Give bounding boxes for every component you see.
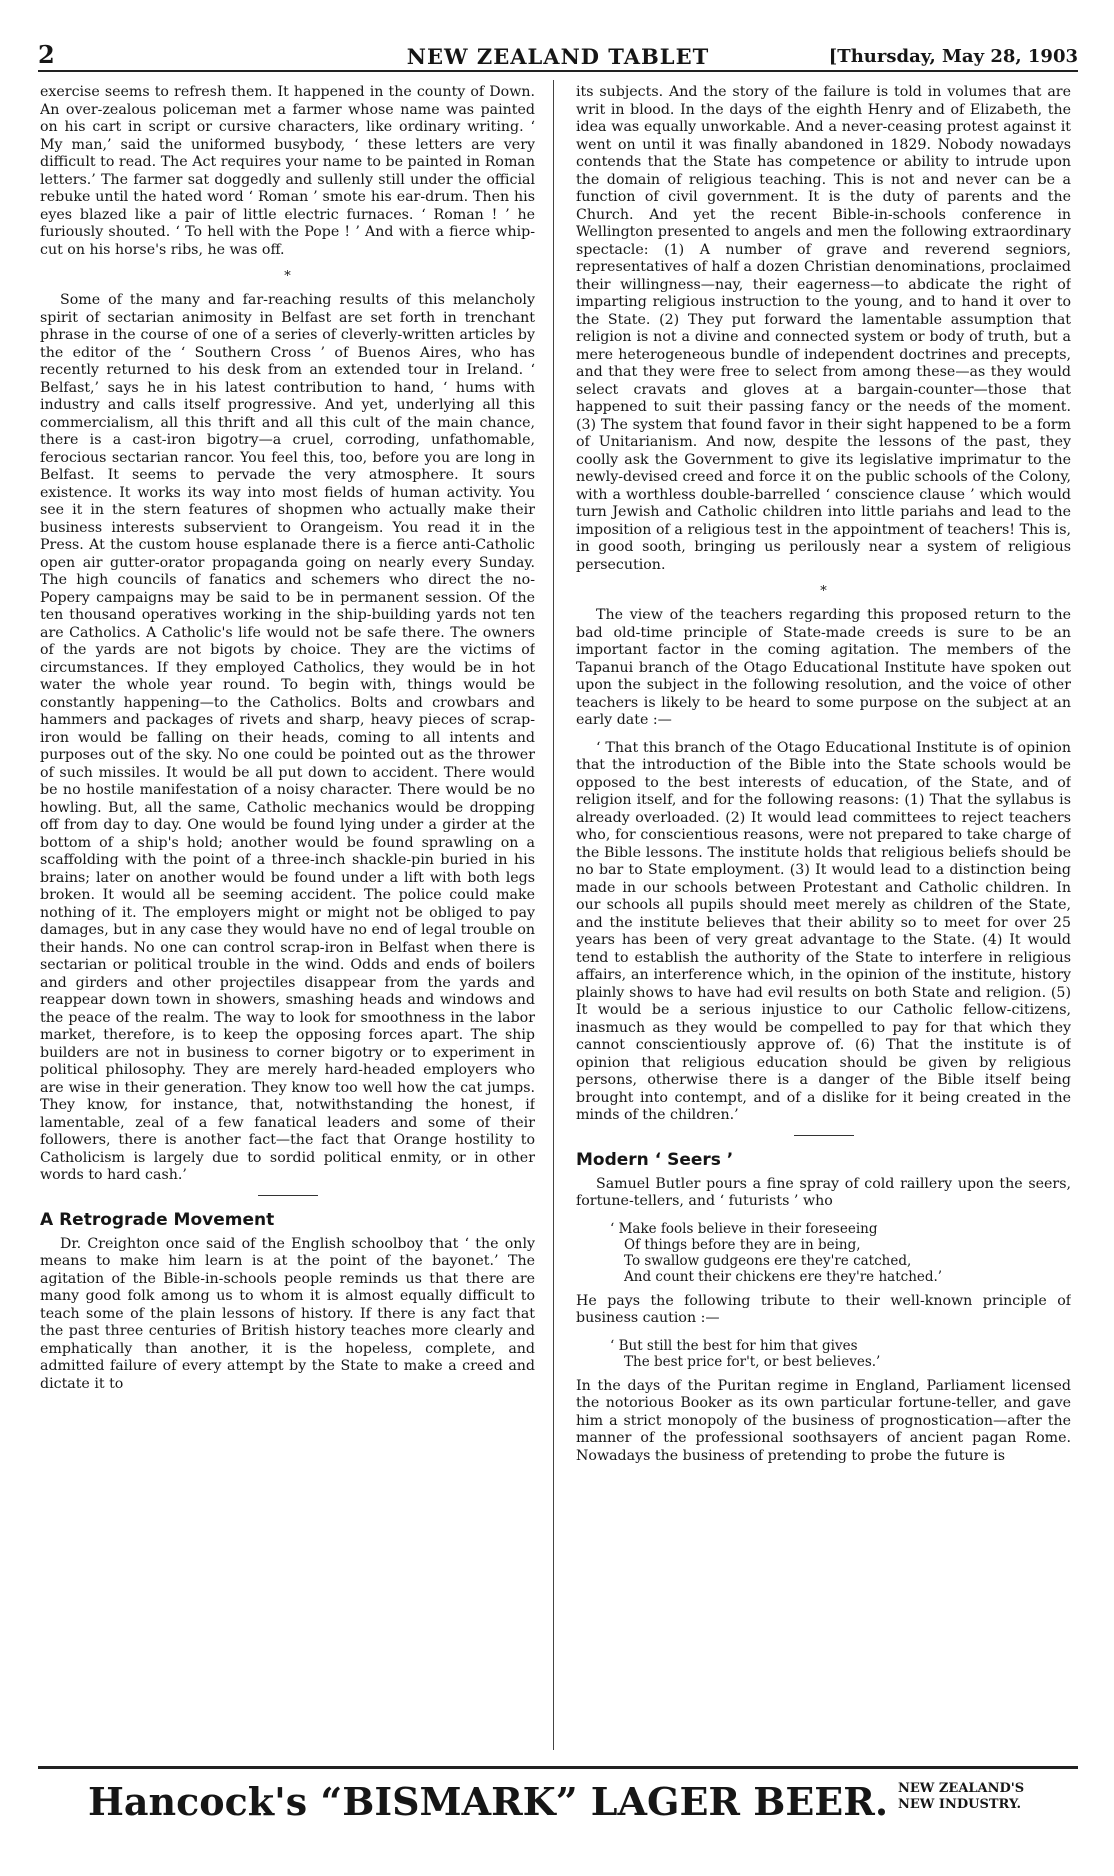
verse-quote <box>610 1221 1071 1285</box>
issue-date: [Thursday, May 28, 1903 <box>828 46 1078 67</box>
verse-line: To swallow gudgeons ere they're catched, <box>624 1252 912 1269</box>
verse-line: Of things before they are in being, <box>624 1236 861 1253</box>
advert-tagline-line: NEW ZEALAND'S <box>898 1781 1025 1796</box>
section-rule <box>794 1135 854 1136</box>
right-column <box>576 84 1071 1748</box>
paragraph: its subjects. And the story of the failure is told in volumes that are writ in blood. In the days of the eighth Henry and of Elizabeth, the idea was equally unworkable. And a never-ceasing protest against it went on until it was finally abandoned in 1829. Nobody nowadays contends that the State has competence or ability to intrude upon the domain of religious teaching. This is not and never can be a function of civil government. It is the duty of parents and the Church. And yet the recent Bible-in-schools conference in Wellington presented to angels and men the following extraordinary spectacle: (1) A number of grave and reverend segniors, representatives of half a dozen Christian denominations, proclaimed their willingness—nay, their eagerness—to abdicate the right of imparting religious instruction to the young, and to hand it over to the State. (2) They put forward the lamentable assumption that religion is not a divine and connected system or body of truth, but a mere heterogeneous bundle of independent doctrines and precepts, and that they were free to select from among these—as they would select cravats and gloves at a bargain-counter—those that happened to suit their passing fancy or the needs of the moment. (3) The system that found favor in their sight happened to be a form of Unitarianism. And now, despite the lessons of the past, they coolly ask the Government to give its legislative imprimatur to the newly-devised creed and force it on the public schools of the Colony, with a worthless double-barrelled ‘ conscience clause ’ which would turn Jewish and Catholic children into little pariahs and lead to the imposition of a religious test in the appointment of teachers! This is, in good sooth, bringing us perilously near a system of religious persecution. <box>576 84 1071 573</box>
paragraph: He pays the following tribute to their well-known principle of business caution :— <box>576 1292 1071 1326</box>
article-heading: A Retrograde Movement <box>40 1209 275 1230</box>
page-number: 2 <box>38 40 55 69</box>
advert-headline: Hancock's “BISMARK” LAGER BEER. <box>88 1779 889 1824</box>
section-star: * <box>820 584 827 599</box>
paragraph: Some of the many and far-reaching results of this melancholy spirit of sectarian animosity in Belfast are set forth in trenchant phrase in the course of one of a series of cleverly-written articles by the editor of the ‘ Southern Cross ’ of Buenos Aires, who has recently returned to his desk from an extended tour in Ireland. ‘ Belfast,’ says he in his latest contribution to hand, ‘ hums with industry and calls itself progressive. And yet, underlying all this commercialism, all this thrift and all this cult of the main chance, there is a cast-iron bigotry—a cruel, corroding, unfathomable, ferocious sectarian rancor. You feel this, too, before you are long in Belfast. It seems to pervade the very atmosphere. It sours existence. It works its way into most fields of human activity. You see it in the stern features of shopmen who actually make their business interests subservient to Orangeism. You read it in the Press. At the custom house esplanade there is a fierce anti-Catholic open air gutter-orator propaganda going on nearly every Sunday. The high councils of fanatics and schemers who direct the no-Popery campaigns may be said to be in permanent session. Of the ten thousand operatives working in the ship-building yards not ten are Catholics. A Catholic's life would not be safe there. The owners of the yards are not bigots by choice. They are the victims of circumstances. If they employed Catholics, they would be in hot water the whole year round. To begin with, things would be constantly happening—to the Catholics. Bolts and crowbars and hammers and packages of rivets and sharp, heavy pieces of scrap-iron would be falling on their heads, coming to all intents and purposes out of the sky. No one could be pointed out as the thrower of such missiles. It would be all put down to accident. There would be no hostile manifestation of a noisy character. There would be no howling. But, all the same, Catholic mechanics would be dropping off from day to day. One would be found lying under a girder at the bottom of a ship's hold; another would be found sprawling on a scaffolding with the point of a three-inch shackle-pin buried in his brains; later on another would be found under a lift with both legs broken. It would all be seeming accident. The police could make nothing of it. The employers might or might not be obliged to pay damages, but in any case they would have no end of legal trouble on their hands. No one can control scrap-iron in Belfast when there is sectarian or political trouble in the wind. Odds and ends of boilers and girders and other projectiles disappear from the yards and reappear down town in showers, smashing heads and windows and the peace of the realm. The way to look for smoothness in the labor market, therefore, is to keep the opposing forces apart. The ship builders are not in business to corner bigotry or to experiment in political philosophy. They are merely hard-headed employers who are wise in their generation. They know too well how the cat jumps. They know, for instance, that, notwithstanding the honest, if lamentable, zeal of a few fanatical leaders and some of their followers, there is another fact—the fact that Orange hostility to Catholicism is largely due to sordid political enmity, or in other words to hard cash.’ <box>40 292 535 1183</box>
verse-line: And count their chickens ere they're hatched.’ <box>624 1268 943 1285</box>
paragraph: Dr. Creighton once said of the English schoolboy that ‘ the only means to make him learn is at the point of the bayonet.’ The agitation of the Bible-in-schools people reminds us that there are many good folk among us to whom it is almost equally difficult to teach some of the plain lessons of history. If there is any fact that the past three centuries of British history teaches more clearly and emphatically than another, it is the hopeless, complete, and admitted failure of every attempt by the State to make a creed and dictate it to <box>40 1235 535 1392</box>
section-star: * <box>284 269 291 284</box>
article-heading: Modern ‘ Seers ’ <box>576 1149 734 1170</box>
verse-line: ‘ But still the best for him that gives <box>610 1337 858 1354</box>
verse-line: ‘ Make fools believe in their foreseeing <box>610 1220 878 1237</box>
advert-tagline-line: NEW INDUSTRY. <box>898 1797 1022 1812</box>
verse-quote <box>610 1338 1071 1370</box>
paragraph: In the days of the Puritan regime in England, Parliament licensed the notorious Booker as its own particular fortune-teller, and gave him a strict monopoly of the business of prognostication—after the manner of the professional soothsayers of ancient pagan Rome. Nowadays the business of pretending to probe the future is <box>576 1377 1071 1464</box>
paragraph: exercise seems to refresh them. It happened in the county of Down. An over-zealous policeman met a farmer whose name was painted on his cart in script or cursive characters, like ordinary writing. ‘ My man,’ said the uniformed busybody, ‘ these letters are very difficult to read. The Act requires your name to be painted in Roman letters.’ The farmer sat doggedly and sullenly still under the official rebuke until the hated word ‘ Roman ’ smote his ear-drum. Then his eyes blazed like a pair of little electric furnaces. ‘ Roman ! ’ he furiously shouted. ‘ To hell with the Pope ! ’ And with a fierce whip-cut on his horse's ribs, he was off. <box>40 84 535 258</box>
section-rule <box>258 1195 318 1196</box>
paragraph: The view of the teachers regarding this proposed return to the bad old-time principle of State-made creeds is sure to be an important factor in the coming agitation. The members of the Tapanui branch of the Otago Educational Institute have spoken out upon the subject in the following resolution, and the voice of other teachers is likely to be heard to some purpose on the subject at an early date :— <box>576 607 1071 728</box>
verse-line: The best price for't, or best believes.’ <box>624 1353 881 1370</box>
left-column <box>40 84 535 1748</box>
paragraph: Samuel Butler pours a fine spray of cold raillery upon the seers, fortune-tellers, and ‘ futurists ’ who <box>576 1175 1071 1209</box>
advertisement-banner <box>38 1766 1078 1829</box>
masthead-title: NEW ZEALAND TABLET <box>406 44 710 69</box>
advert-tagline <box>898 1781 1024 1813</box>
page-header <box>38 40 1078 72</box>
quoted-resolution: ‘ That this branch of the Otago Educational Institute is of opinion that the introduction of the Bible into the State schools would be opposed to the best interests of education, of the State, and of religion itself, and for the following reasons: (1) That the syllabus is already overloaded. (2) It would lead committees to reject teachers who, for conscientious reasons, were not prepared to take charge of the Bible lessons. The institute holds that religious beliefs should be no bar to State employment. (3) It would lead to a distinction being made in our schools between Protestant and Catholic children. In our schools all pupils should meet merely as children of the State, and the institute believes that their ability so to meet for over 25 years has been of very great advantage to the State. (4) It would tend to establish the authority of the State to interfere in religious affairs, an interference which, in the opinion of the institute, history plainly shows to have had evil results on both State and religion. (5) It would be a serious injustice to our Catholic fellow-citizens, inasmuch as they would be compelled to pay for that which they cannot conscientiously approve of. (6) That the institute is of opinion that religious education should be given by religious persons, otherwise there is a danger of the Bible itself being brought into contempt, and of a dislike for it being created in the minds of the children.’ <box>576 739 1071 1123</box>
column-divider <box>553 80 554 1750</box>
